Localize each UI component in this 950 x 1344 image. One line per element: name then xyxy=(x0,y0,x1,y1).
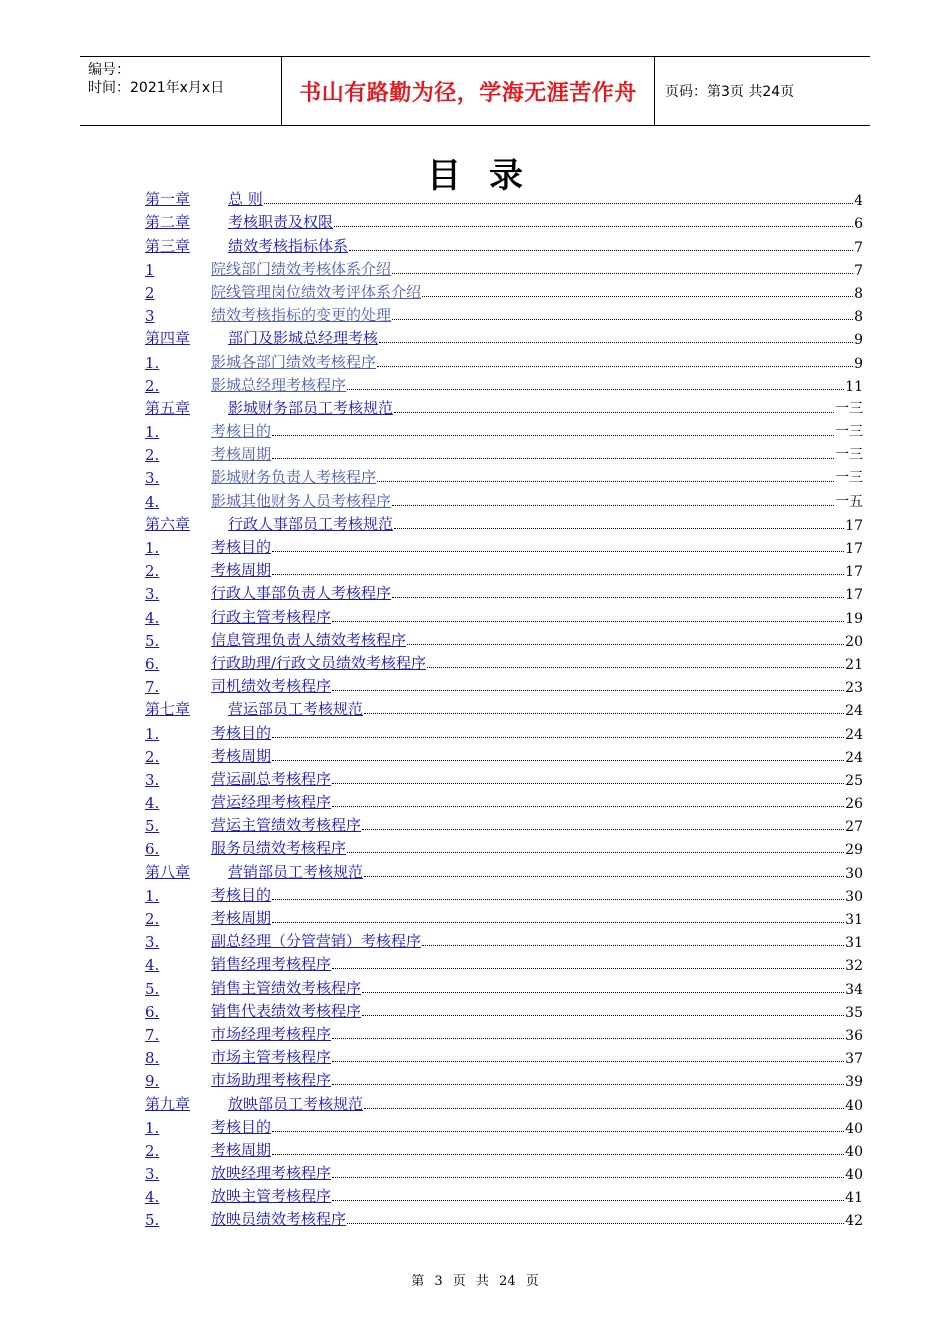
toc-entry-page: 一三 xyxy=(835,470,863,487)
toc-entry-title: 考核周期 xyxy=(211,1140,272,1159)
toc-entry-number: 1. xyxy=(145,353,160,372)
toc-entry-page: 11 xyxy=(845,378,863,395)
header-motto: 书山有路勤为径，学海无涯苦作舟 xyxy=(299,80,637,106)
toc-entry-page: 41 xyxy=(845,1190,863,1207)
toc-entry-page: 40 xyxy=(845,1143,863,1160)
toc-leader-dots xyxy=(332,783,844,784)
toc-entry-page: 34 xyxy=(845,981,863,998)
toc-section-link[interactable] xyxy=(145,719,863,742)
toc-entry-page: 20 xyxy=(845,633,863,650)
toc-section-link[interactable] xyxy=(145,418,863,441)
toc-leader-dots xyxy=(394,528,844,529)
page-header xyxy=(80,56,870,126)
toc-entry-title: 信息管理负责人绩效考核程序 xyxy=(211,630,407,649)
toc-entry-page: 一三 xyxy=(835,447,863,464)
toc-entry-title: 考核周期 xyxy=(211,746,272,765)
toc-leader-dots xyxy=(392,273,853,274)
toc-section-link[interactable] xyxy=(145,951,863,974)
toc-leader-dots xyxy=(364,876,844,877)
toc-entry-number: 6. xyxy=(145,840,160,859)
toc-leader-dots xyxy=(272,1131,844,1132)
toc-entry-number: 第六章 xyxy=(145,514,191,533)
toc-entry-page: 24 xyxy=(845,749,863,766)
toc-entry-title: 考核周期 xyxy=(211,561,272,580)
page-footer: 第 3 页 共 24 页 xyxy=(411,1274,539,1289)
toc-leader-dots xyxy=(407,644,844,645)
toc-entry-page: 40 xyxy=(845,1167,863,1184)
toc-entry-number: 9. xyxy=(145,1072,160,1091)
toc-entry-number: 4. xyxy=(145,492,160,511)
toc-entry-number: 3. xyxy=(145,469,160,488)
toc-leader-dots xyxy=(272,1154,844,1155)
toc-entry-title: 行政主管考核程序 xyxy=(211,607,332,626)
toc-entry-number: 1 xyxy=(145,260,155,279)
toc-entry-number: 5. xyxy=(145,1211,160,1230)
toc-leader-dots xyxy=(272,737,844,738)
toc-leader-dots xyxy=(392,505,834,506)
toc-entry-number: 3 xyxy=(145,307,155,326)
toc-leader-dots xyxy=(362,992,844,993)
toc-title: 目录 xyxy=(427,156,551,196)
toc-leader-dots xyxy=(272,458,834,459)
toc-entry-page: 17 xyxy=(845,587,863,604)
toc-chapter-link[interactable] xyxy=(145,1090,863,1113)
toc-entry-page: 26 xyxy=(845,796,863,813)
toc-entry-page: 17 xyxy=(845,541,863,557)
toc-section-link[interactable] xyxy=(145,279,863,302)
toc-entry-page: 一三 xyxy=(835,424,863,441)
toc-entry-page: 40 xyxy=(845,1097,863,1114)
toc-entry-number: 6. xyxy=(145,1002,160,1021)
toc-entry-number: 第五章 xyxy=(145,398,191,417)
document-time-label: 时间：2021年x月x日 xyxy=(88,80,225,96)
toc-entry-number: 3. xyxy=(145,585,160,604)
toc-section-link[interactable] xyxy=(145,580,863,603)
toc-leader-dots xyxy=(362,1015,844,1016)
toc-leader-dots xyxy=(332,968,844,969)
toc-entry-page: 23 xyxy=(845,680,863,697)
toc-section-link[interactable] xyxy=(145,928,863,951)
toc-entry-title: 总 则 xyxy=(228,190,263,209)
toc-entry-title: 部门及影城总经理考核 xyxy=(228,329,379,348)
toc-entry-number: 7. xyxy=(145,1025,160,1044)
toc-entry-page: 42 xyxy=(845,1213,863,1230)
toc-entry-page: 9 xyxy=(854,355,863,372)
toc-entry-title: 销售主管绩效考核程序 xyxy=(211,978,362,997)
toc-section-link[interactable] xyxy=(145,302,863,325)
toc-entry-number: 1. xyxy=(145,724,160,743)
toc-entry-page: 37 xyxy=(845,1051,863,1068)
toc-leader-dots xyxy=(394,412,834,413)
toc-leader-dots xyxy=(379,342,853,343)
toc-entry-title: 行政助理/行政文员绩效考核程序 xyxy=(211,653,427,672)
toc-entry-page: 9 xyxy=(854,332,863,349)
toc-leader-dots xyxy=(347,1223,844,1224)
toc-entry-title: 服务员绩效考核程序 xyxy=(211,839,347,858)
toc-entry-title: 放映主管考核程序 xyxy=(211,1187,332,1206)
toc-section-link[interactable] xyxy=(145,1067,863,1090)
toc-entry-number: 3. xyxy=(145,1165,160,1184)
toc-entry-page: 31 xyxy=(845,912,863,928)
toc-leader-dots xyxy=(427,667,844,668)
toc-leader-dots xyxy=(332,690,844,691)
toc-entry-number: 2. xyxy=(145,376,160,395)
toc-entry-page: 25 xyxy=(845,772,863,789)
toc-entry-title: 影城财务部员工考核规范 xyxy=(228,398,394,417)
toc-entry-title: 放映员绩效考核程序 xyxy=(211,1210,347,1229)
toc-entry-title: 副总经理（分管营销）考核程序 xyxy=(211,932,422,951)
toc-entry-title: 考核目的 xyxy=(211,1117,272,1136)
toc-leader-dots xyxy=(332,806,844,807)
toc-leader-dots xyxy=(272,760,844,761)
toc-entry-title: 行政人事部员工考核规范 xyxy=(228,514,394,533)
toc-entry-number: 2. xyxy=(145,747,160,766)
toc-entry-page: 32 xyxy=(845,958,863,975)
header-meta xyxy=(80,57,281,125)
toc-entry-title: 考核目的 xyxy=(211,885,272,904)
toc-entry-title: 放映部员工考核规范 xyxy=(228,1094,364,1113)
toc-leader-dots xyxy=(347,852,844,853)
toc-entry-page: 一五 xyxy=(835,493,863,510)
toc-entry-number: 第二章 xyxy=(145,213,191,232)
toc-section-link[interactable] xyxy=(145,441,863,464)
toc-entry-title: 院线管理岗位绩效考评体系介绍 xyxy=(211,282,422,301)
toc-section-link[interactable] xyxy=(145,650,863,673)
toc-entry-page: 30 xyxy=(845,865,863,882)
toc-entry-number: 5. xyxy=(145,817,160,836)
toc-entry-number: 6. xyxy=(145,654,160,673)
document-number-label: 编号： xyxy=(88,62,130,78)
toc-leader-dots xyxy=(377,366,853,367)
toc-entry-page: 31 xyxy=(845,935,863,952)
toc-section-link[interactable] xyxy=(145,882,863,905)
toc-leader-dots xyxy=(332,621,844,622)
toc-entry-title: 影城其他财务人员考核程序 xyxy=(211,491,392,510)
toc-entry-number: 5. xyxy=(145,979,160,998)
toc-chapter-link[interactable] xyxy=(145,858,863,881)
toc-entry-title: 影城总经理考核程序 xyxy=(211,375,347,394)
toc-entry-number: 7. xyxy=(145,678,160,697)
toc-section-link[interactable] xyxy=(145,812,863,835)
toc-leader-dots xyxy=(272,551,844,552)
toc-entry-title: 影城财务负责人考核程序 xyxy=(211,468,377,487)
toc-entry-number: 2 xyxy=(145,283,155,302)
toc-entry-page: 17 xyxy=(845,517,863,534)
toc-section-link[interactable] xyxy=(145,1206,863,1229)
toc-entry-number: 第一章 xyxy=(145,190,191,209)
toc-entry-page: 30 xyxy=(845,888,863,905)
toc-section-link[interactable] xyxy=(145,998,863,1021)
toc-entry-title: 考核目的 xyxy=(211,538,272,556)
toc-section-link[interactable] xyxy=(145,905,863,928)
toc-entry-number: 4. xyxy=(145,794,160,813)
toc-leader-dots xyxy=(272,574,844,575)
toc-section-link[interactable] xyxy=(145,1021,863,1044)
toc-entry-page: 24 xyxy=(845,726,863,743)
toc-entry-number: 2. xyxy=(145,910,160,928)
toc-section-link[interactable] xyxy=(145,789,863,812)
toc-entry-number: 2. xyxy=(145,562,160,581)
toc-entry-page: 17 xyxy=(845,564,863,581)
toc-entry-number: 1. xyxy=(145,423,160,442)
toc-entry-number: 2. xyxy=(145,446,160,465)
toc-section-link[interactable] xyxy=(145,603,863,626)
toc-section-link[interactable] xyxy=(145,835,863,858)
toc-entry-title: 营运主管绩效考核程序 xyxy=(211,816,362,835)
toc-section-link[interactable] xyxy=(145,1160,863,1183)
toc-chapter-link[interactable] xyxy=(145,232,863,255)
header-motto-cell xyxy=(281,57,655,125)
toc-entry-number: 第八章 xyxy=(145,862,191,881)
toc-section-link[interactable] xyxy=(145,766,863,789)
toc-entry-title: 考核目的 xyxy=(211,723,272,742)
toc-section-link[interactable] xyxy=(145,673,863,696)
toc-chapter-link[interactable] xyxy=(145,511,863,534)
toc-section-link[interactable] xyxy=(145,974,863,997)
toc-entry-title: 考核周期 xyxy=(211,909,272,927)
toc-section-link[interactable] xyxy=(145,534,863,557)
toc-entry-number: 3. xyxy=(145,933,160,952)
toc-entry-title: 营运经理考核程序 xyxy=(211,793,332,812)
toc-entry-title: 考核目的 xyxy=(211,422,272,441)
toc-entry-page: 19 xyxy=(845,610,863,627)
toc-leader-dots xyxy=(349,250,853,251)
toc-entry-number: 第三章 xyxy=(145,236,191,255)
toc-entry-page: 8 xyxy=(854,309,863,326)
toc-entry-page: 39 xyxy=(845,1074,863,1091)
toc-entry-page: 一三 xyxy=(835,400,863,417)
toc-entry-number: 4. xyxy=(145,956,160,975)
toc-section-link[interactable] xyxy=(145,1044,863,1067)
toc-leader-dots xyxy=(272,899,844,900)
toc-entry-page: 24 xyxy=(845,703,863,720)
toc-entry-page: 21 xyxy=(845,656,863,673)
toc-entry-number: 8. xyxy=(145,1049,160,1068)
toc-entry-title: 司机绩效考核程序 xyxy=(211,677,332,696)
toc-section-link[interactable] xyxy=(145,627,863,650)
toc-section-link[interactable] xyxy=(145,464,863,487)
toc-entry-title: 市场助理考核程序 xyxy=(211,1071,332,1090)
toc-entry-title: 营运副总考核程序 xyxy=(211,769,332,788)
toc-chapter-link[interactable] xyxy=(145,696,863,719)
toc-section-link[interactable] xyxy=(145,372,863,395)
toc-entry-number: 3. xyxy=(145,770,160,789)
header-page-info: 页码：第3页 共24页 xyxy=(665,84,795,100)
toc-section-link[interactable] xyxy=(145,487,863,510)
toc-leader-dots xyxy=(272,922,844,923)
toc-entry-title: 考核周期 xyxy=(211,445,272,464)
toc-entry-title: 市场经理考核程序 xyxy=(211,1024,332,1043)
toc-entry-number: 第九章 xyxy=(145,1094,191,1113)
toc-entry-title: 销售经理考核程序 xyxy=(211,955,332,974)
table-of-contents xyxy=(145,186,863,1229)
toc-entry-number: 第七章 xyxy=(145,700,191,719)
toc-leader-dots xyxy=(422,296,853,297)
toc-section-link[interactable] xyxy=(145,256,863,279)
toc-leader-dots xyxy=(332,1061,844,1062)
toc-entry-title: 绩效考核指标体系 xyxy=(228,236,349,255)
toc-entry-number: 1. xyxy=(145,539,160,557)
toc-chapter-link[interactable] xyxy=(145,186,863,209)
toc-entry-title: 绩效考核指标的变更的处理 xyxy=(211,306,392,325)
toc-leader-dots xyxy=(272,435,834,436)
toc-leader-dots xyxy=(362,829,844,830)
toc-entry-page: 36 xyxy=(845,1027,863,1044)
toc-entry-page: 8 xyxy=(854,285,863,302)
toc-leader-dots xyxy=(332,1200,844,1201)
toc-leader-dots xyxy=(332,1177,844,1178)
toc-entry-number: 4. xyxy=(145,1188,160,1207)
toc-entry-title: 院线部门绩效考核体系介绍 xyxy=(211,259,392,278)
toc-entry-title: 营运部员工考核规范 xyxy=(228,700,364,719)
toc-leader-dots xyxy=(422,945,844,946)
toc-entry-page: 29 xyxy=(845,842,863,859)
toc-entry-title: 行政人事部负责人考核程序 xyxy=(211,584,392,603)
toc-leader-dots xyxy=(332,1084,844,1085)
toc-entry-title: 销售代表绩效考核程序 xyxy=(211,1001,362,1020)
toc-chapter-link[interactable] xyxy=(145,325,863,348)
toc-leader-dots xyxy=(334,226,853,227)
toc-entry-number: 4. xyxy=(145,608,160,627)
toc-leader-dots xyxy=(332,1038,844,1039)
toc-entry-title: 市场主管考核程序 xyxy=(211,1048,332,1067)
toc-section-link[interactable] xyxy=(145,348,863,371)
toc-entry-page: 35 xyxy=(845,1004,863,1021)
toc-leader-dots xyxy=(364,1108,844,1109)
toc-entry-title: 营销部员工考核规范 xyxy=(228,862,364,881)
toc-entry-title: 放映经理考核程序 xyxy=(211,1164,332,1183)
toc-entry-page: 7 xyxy=(854,262,863,279)
toc-entry-number: 5. xyxy=(145,631,160,650)
toc-leader-dots xyxy=(377,481,834,482)
toc-entry-number: 1. xyxy=(145,886,160,905)
toc-chapter-link[interactable] xyxy=(145,209,863,232)
toc-section-link[interactable] xyxy=(145,1114,863,1137)
toc-entry-page: 6 xyxy=(854,216,863,233)
toc-leader-dots xyxy=(364,713,844,714)
toc-entry-number: 2. xyxy=(145,1141,160,1160)
toc-leader-dots xyxy=(347,389,844,390)
toc-entry-page: 4 xyxy=(854,193,863,210)
toc-section-link[interactable] xyxy=(145,743,863,766)
toc-leader-dots xyxy=(264,203,853,204)
toc-entry-number: 1. xyxy=(145,1118,160,1137)
toc-entry-number: 第四章 xyxy=(145,329,191,348)
toc-entry-title: 影城各部门绩效考核程序 xyxy=(211,352,377,371)
toc-section-link[interactable] xyxy=(145,1183,863,1206)
toc-section-link[interactable] xyxy=(145,1137,863,1160)
toc-entry-page: 40 xyxy=(845,1120,863,1137)
toc-entry-page: 27 xyxy=(845,819,863,836)
toc-entry-title: 考核职责及权限 xyxy=(228,213,334,232)
toc-leader-dots xyxy=(392,319,853,320)
toc-chapter-link[interactable] xyxy=(145,395,863,418)
toc-section-link[interactable] xyxy=(145,557,863,580)
toc-entry-page: 7 xyxy=(854,239,863,256)
toc-leader-dots xyxy=(392,597,844,598)
